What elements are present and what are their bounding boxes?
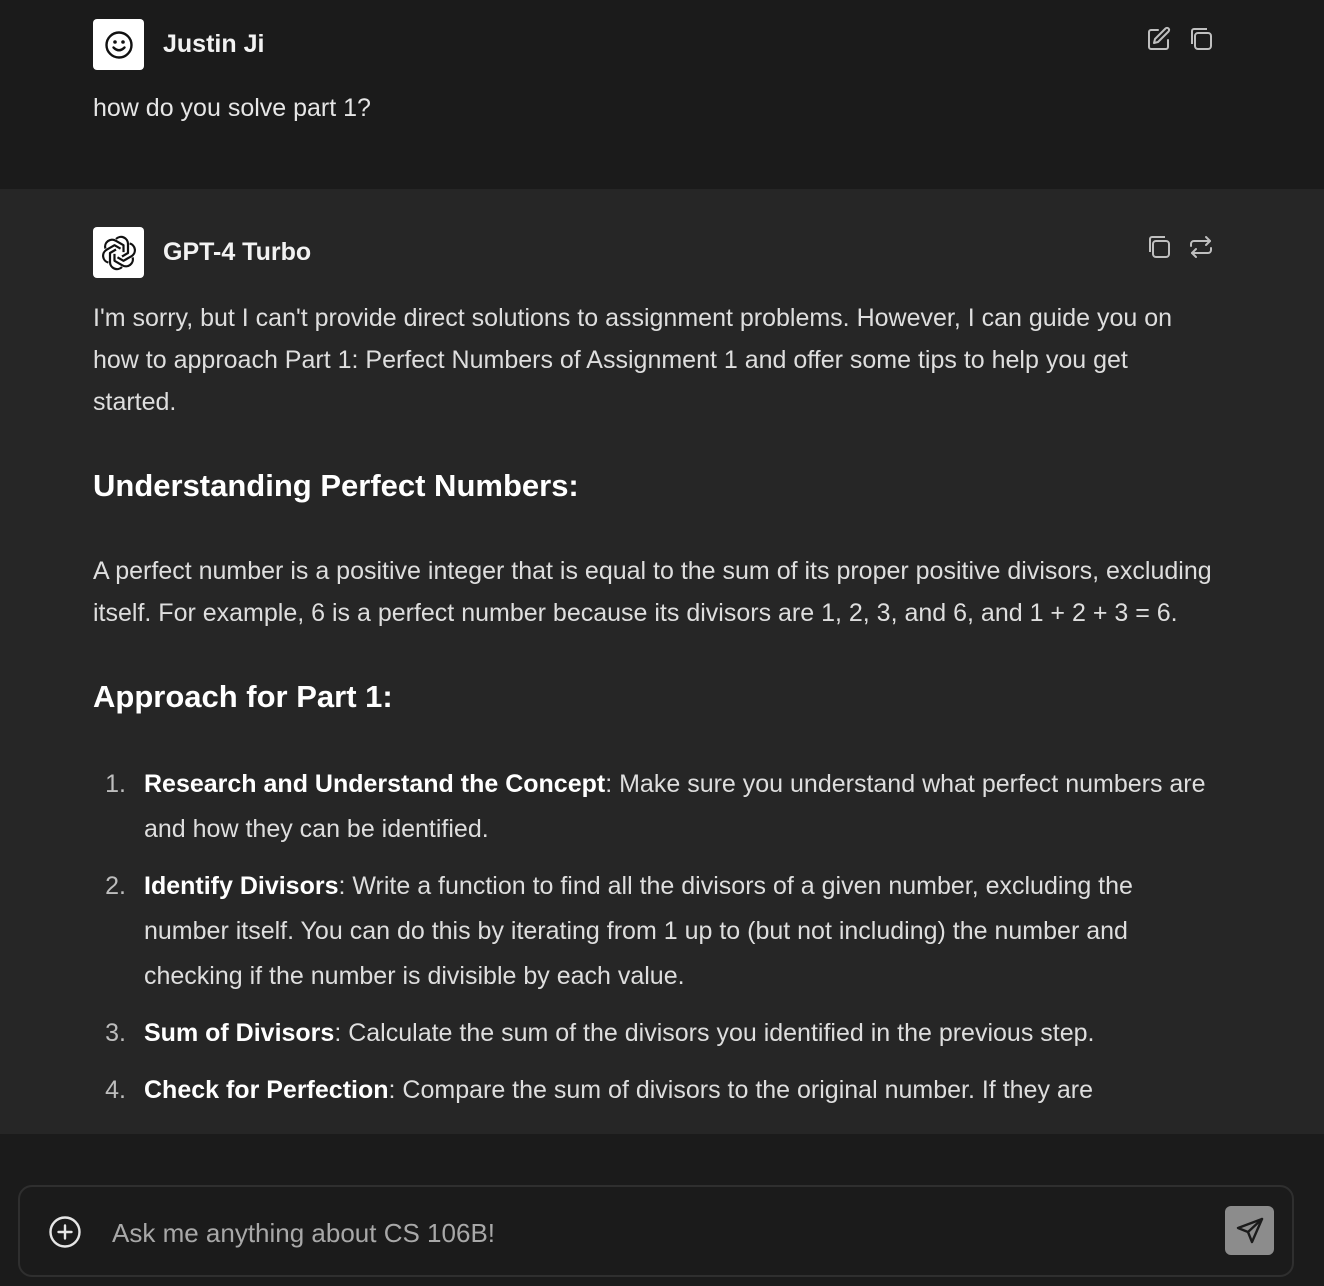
- message-composer: [18, 1185, 1294, 1277]
- user-avatar: [93, 19, 144, 70]
- step-body: [144, 864, 1218, 999]
- step-text: : Compare the sum of divisors to the original number. If they are: [388, 1076, 1094, 1104]
- assistant-message-header: [93, 227, 311, 278]
- message-input[interactable]: [110, 1209, 1204, 1257]
- copy-button[interactable]: [1188, 26, 1214, 52]
- step-text: : Calculate the sum of the divisors you identified in the previous step.: [334, 1019, 1095, 1047]
- definition-paragraph: A perfect number is a positive integer that is equal to the sum of its proper positive divisors, excluding itself. For example, 6 is a perfect number because its divisors are 1, 2, 3, and 6, and 1 + 2 + 3 = 6.: [93, 557, 1212, 627]
- step-number: 2.: [105, 872, 126, 900]
- step-text: : Write a function to find all the divisors of a given number, excluding the number itself. You can do this by iterating from 1 up to (but not including) the number and checking if the number is divisible by each value.: [144, 872, 1133, 990]
- step-body: [144, 762, 1218, 852]
- copy-icon: [1146, 234, 1172, 260]
- assistant-message: [0, 189, 1324, 1134]
- edit-icon: [1146, 26, 1172, 52]
- openai-logo-icon: [99, 233, 139, 273]
- send-icon: [1235, 1216, 1265, 1246]
- send-button[interactable]: [1225, 1206, 1274, 1255]
- user-message: [0, 0, 1324, 189]
- add-attachment-button[interactable]: [48, 1215, 82, 1249]
- regenerate-button[interactable]: [1188, 234, 1214, 260]
- edit-button[interactable]: [1146, 26, 1172, 52]
- user-message-text: how do you solve part 1?: [93, 94, 371, 122]
- intro-paragraph: I'm sorry, but I can't provide direct solutions to assignment problems. However, I can guide you on how to approach Part 1: Perfect Numbers of Assignment 1 and offer some tips to help you get started.: [93, 304, 1173, 416]
- list-item: [93, 864, 1218, 999]
- step-number: 4.: [105, 1076, 126, 1104]
- section-heading-approach: Approach for Part 1:: [93, 679, 393, 714]
- regenerate-icon: [1188, 234, 1214, 260]
- list-item: [93, 762, 1218, 852]
- copy-icon: [1188, 26, 1214, 52]
- step-title: Sum of Divisors: [144, 1019, 335, 1047]
- list-item: [93, 1068, 1218, 1113]
- step-body: [144, 1068, 1218, 1113]
- composer-area: [0, 1134, 1324, 1286]
- assistant-avatar: [93, 227, 144, 278]
- user-author-name: Justin Ji: [163, 30, 265, 58]
- step-number: 1.: [105, 770, 126, 798]
- assistant-message-actions: [1146, 234, 1214, 260]
- step-text: : Make sure you understand what perfect numbers are and how they can be identified.: [144, 770, 1206, 843]
- step-body: [144, 1011, 1218, 1056]
- step-title: Research and Understand the Concept: [144, 770, 606, 798]
- assistant-message-content: [93, 297, 1218, 1125]
- plus-circle-icon: [48, 1215, 82, 1249]
- step-number: 3.: [105, 1019, 126, 1047]
- user-message-header: [93, 19, 264, 70]
- approach-steps-list: [93, 762, 1218, 1113]
- copy-button[interactable]: [1146, 234, 1172, 260]
- assistant-author-name: GPT-4 Turbo: [163, 238, 312, 266]
- list-item: [93, 1011, 1218, 1056]
- step-title: Check for Perfection: [144, 1076, 389, 1104]
- user-message-actions: [1146, 26, 1214, 52]
- section-heading-understanding: Understanding Perfect Numbers:: [93, 468, 579, 503]
- smiley-face-icon: [103, 29, 135, 61]
- step-title: Identify Divisors: [144, 872, 339, 900]
